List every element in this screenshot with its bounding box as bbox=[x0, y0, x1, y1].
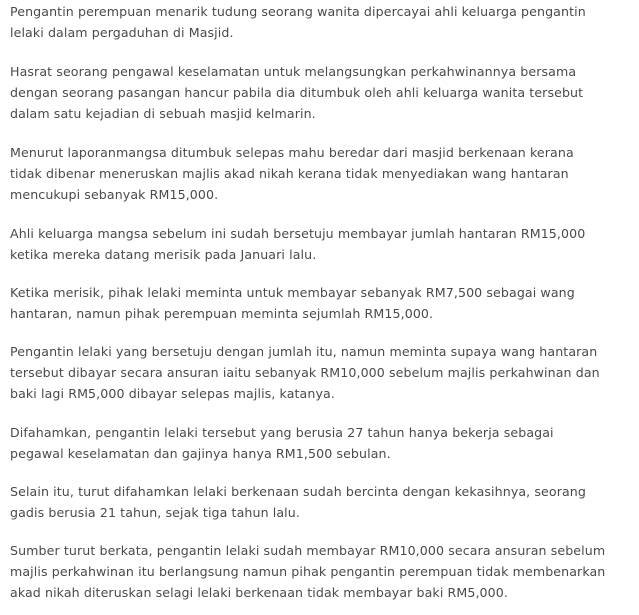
paragraph-2 bbox=[10, 61, 583, 124]
paragraph-line: Difahamkan, pengantin lelaki tersebut yang berusia 27 tahun hanya bekerja sebagai bbox=[10, 425, 554, 440]
paragraph-line: majlis perkahwinan itu berlangsung namun pihak pengantin perempuan tidak membenarkan bbox=[10, 564, 606, 579]
paragraph-line: tersebut dibayar secara ansuran iaitu sebanyak RM10,000 sebelum majlis perkahwinan dan bbox=[10, 365, 600, 380]
paragraph-4 bbox=[10, 223, 585, 265]
paragraph-line: mencukupi sebanyak RM15,000. bbox=[10, 187, 219, 202]
paragraph-line: Pengantin perempuan menarik tudung seorang wanita dipercayai ahli keluarga pengantin bbox=[10, 4, 586, 19]
paragraph-9 bbox=[10, 540, 605, 603]
paragraph-line: Pengantin lelaki yang bersetuju dengan jumlah itu, namun meminta supaya wang hantaran bbox=[10, 344, 598, 359]
paragraph-line: Sumber turut berkata, pengantin lelaki sudah membayar RM10,000 secara ansuran sebelum bbox=[10, 543, 606, 558]
paragraph-line: tidak dibenar meneruskan majlis akad nikah kerana tidak menyediakan wang hantaran bbox=[10, 166, 569, 181]
paragraph-line: pegawal keselamatan dan gajinya hanya RM1,500 sebulan. bbox=[10, 446, 391, 461]
paragraph-line: hantaran, namun pihak perempuan meminta sejumlah RM15,000. bbox=[10, 306, 434, 321]
paragraph-5 bbox=[10, 282, 575, 324]
paragraph-line: akad nikah diteruskan selagi lelaki berkenaan tidak membayar baki RM5,000. bbox=[10, 585, 508, 600]
paragraph-7 bbox=[10, 422, 554, 464]
paragraph-1 bbox=[10, 1, 586, 43]
paragraph-3 bbox=[10, 142, 574, 205]
paragraph-line: dalam satu kejadian di sebuah masjid kelmarin. bbox=[10, 106, 316, 121]
paragraph-line: Ahli keluarga mangsa sebelum ini sudah bersetuju membayar jumlah hantaran RM15,000 bbox=[10, 226, 586, 241]
paragraph-line: Selain itu, turut difahamkan lelaki berkenaan sudah bercinta dengan kekasihnya, seorang bbox=[10, 484, 586, 499]
paragraph-line: dengan seorang pasangan hancur pabila dia ditumbuk oleh ahli keluarga wanita tersebut bbox=[10, 85, 584, 100]
paragraph-line: Hasrat seorang pengawal keselamatan untuk melangsungkan perkahwinannya bersama bbox=[10, 64, 577, 79]
paragraph-line: gadis berusia 21 tahun, sejak tiga tahun lalu. bbox=[10, 505, 300, 520]
paragraph-8 bbox=[10, 481, 586, 523]
paragraph-6 bbox=[10, 341, 600, 404]
paragraph-line: ketika mereka datang merisik pada Januari lalu. bbox=[10, 247, 317, 262]
paragraph-line: Ketika merisik, pihak lelaki meminta untuk membayar sebanyak RM7,500 sebagai wang bbox=[10, 285, 575, 300]
paragraph-line: Menurut laporanmangsa ditumbuk selepas mahu beredar dari masjid berkenaan kerana bbox=[10, 145, 574, 160]
paragraph-line: baki lagi RM5,000 dibayar selepas majlis, katanya. bbox=[10, 386, 335, 401]
paragraph-line: lelaki dalam pergaduhan di Masjid. bbox=[10, 25, 234, 40]
